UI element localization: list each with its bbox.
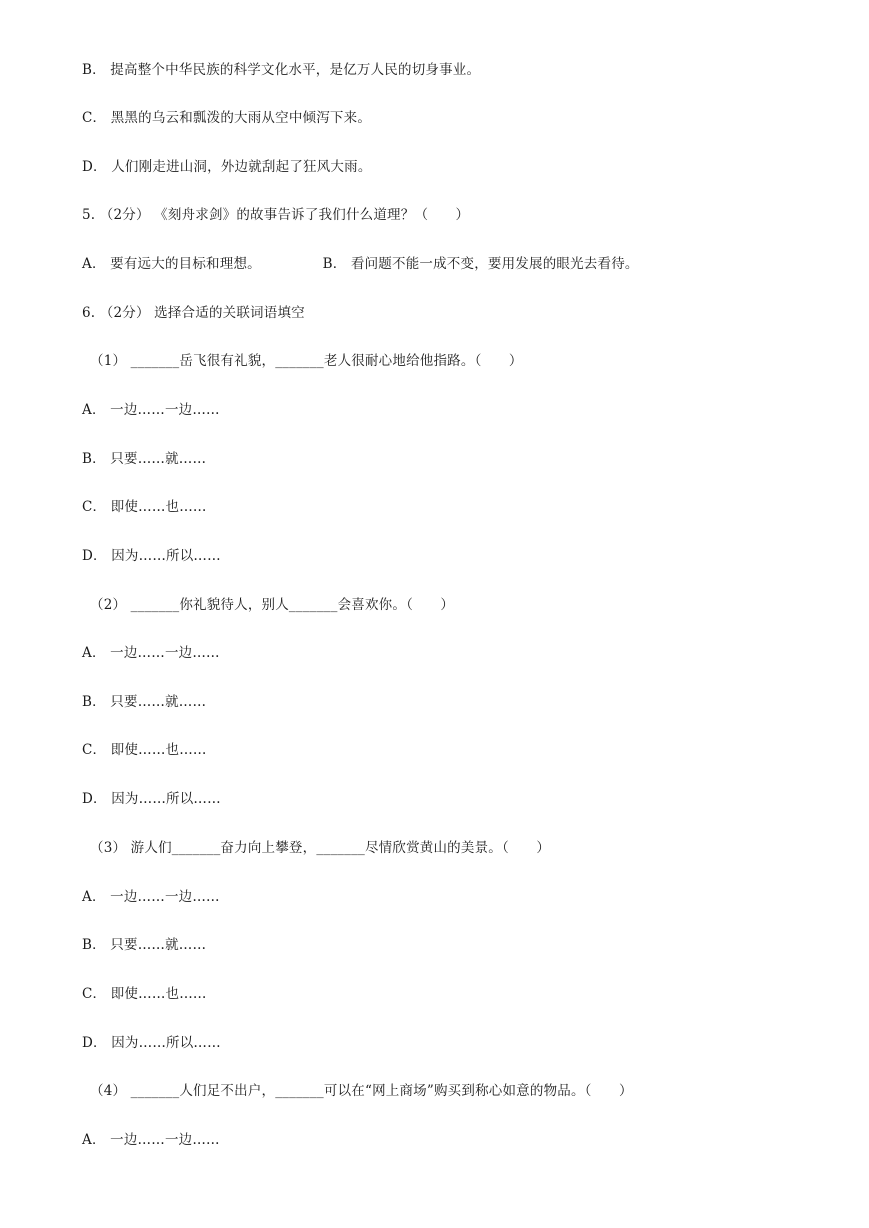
subquestion-3-option-c: C． 即使……也…… — [82, 986, 207, 1002]
subquestion-2-option-b: B． 只要……就…… — [82, 694, 207, 710]
subquestion-3-option-a: A． 一边……一边…… — [82, 889, 220, 905]
subquestion-1-option-a: A． 一边……一边…… — [82, 402, 220, 418]
subquestion-3: （3） 游人们_______奋力向上攀登，_______尽情欣赏黄山的美景。（ ） — [90, 840, 551, 856]
subquestion-3-option-b: B． 只要……就…… — [82, 937, 207, 953]
option-d-line: D． 人们刚走进山洞，外边就刮起了狂风大雨。 — [82, 159, 372, 175]
subquestion-2-option-d: D． 因为……所以…… — [82, 791, 221, 807]
subquestion-1-option-d: D． 因为……所以…… — [82, 548, 221, 564]
question-5: 5. （2分） 《刻舟求剑》的故事告诉了我们什么道理？（ ） — [82, 207, 470, 223]
question-5-options: A． 要有远大的目标和理想。 B． 看问题不能一成不变，要用发展的眼光去看待。 — [82, 256, 639, 272]
subquestion-3-option-d: D． 因为……所以…… — [82, 1035, 221, 1051]
subquestion-1-option-c: C． 即使……也…… — [82, 499, 207, 515]
subquestion-2: （2） _______你礼貌待人，别人_______会喜欢你。（ ） — [90, 597, 455, 613]
subquestion-4-option-a: A． 一边……一边…… — [82, 1132, 220, 1148]
subquestion-2-option-a: A． 一边……一边…… — [82, 645, 220, 661]
option-b-line: B． 提高整个中华民族的科学文化水平，是亿万人民的切身事业。 — [82, 62, 481, 78]
subquestion-4: （4） _______人们足不出户，_______可以在“网上商场”购买到称心如意的物品。（ ） — [90, 1083, 633, 1099]
subquestion-1: （1） _______岳飞很有礼貌，_______老人很耐心地给他指路。（ ） — [90, 353, 523, 369]
subquestion-2-option-c: C． 即使……也…… — [82, 742, 207, 758]
question-6: 6. （2分） 选择合适的关联词语填空 — [82, 305, 305, 321]
subquestion-1-option-b: B． 只要……就…… — [82, 451, 207, 467]
option-c-line: C． 黑黑的乌云和瓢泼的大雨从空中倾泻下来。 — [82, 110, 372, 126]
